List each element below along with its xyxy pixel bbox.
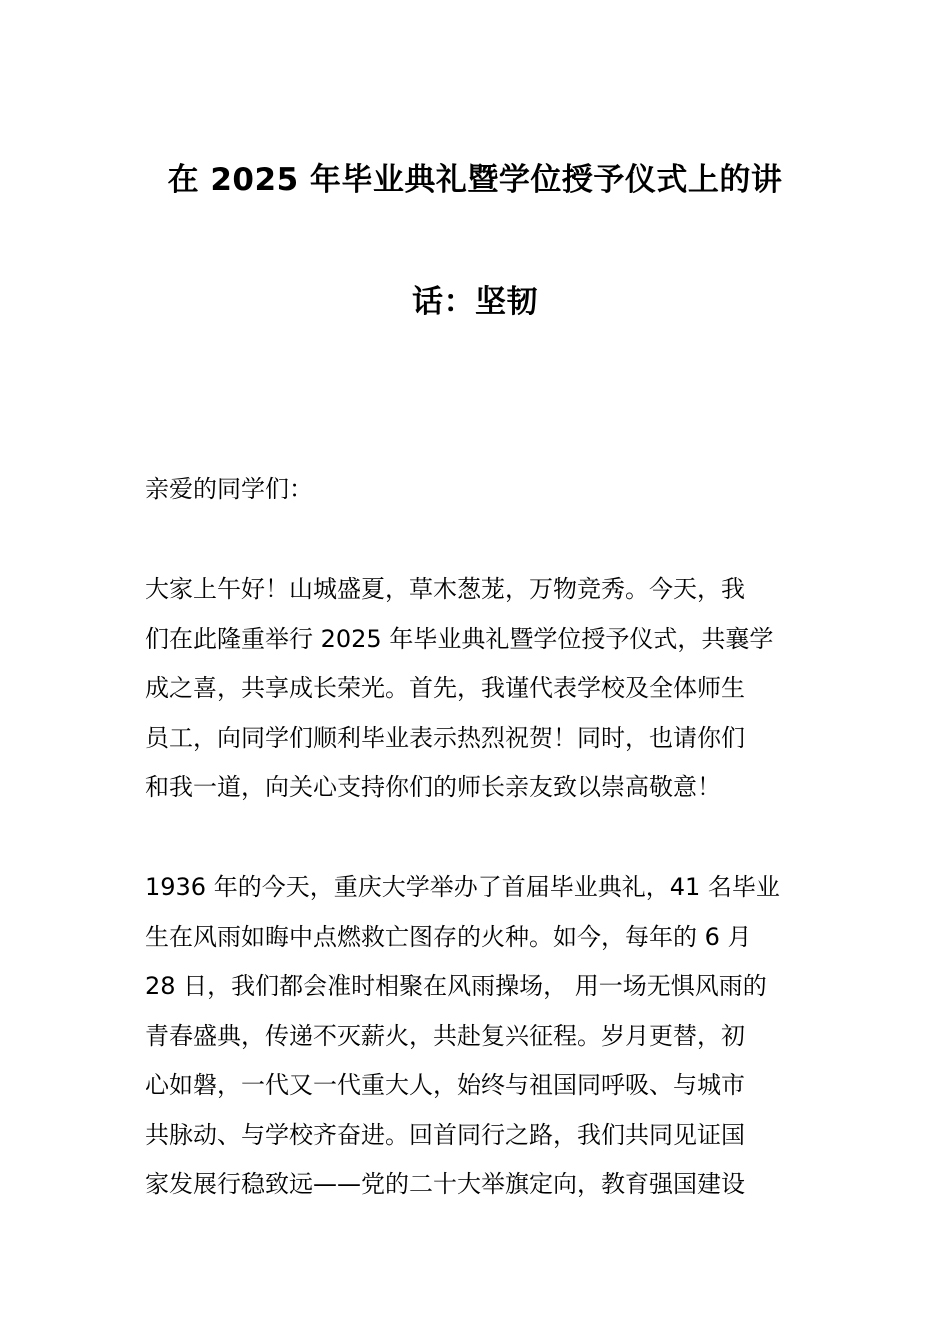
paragraph-line: 大家上午好！山城盛夏，草木葱茏，万物竞秀。今天，我 [145,575,745,603]
document-title-line-2: 话：坚韧 [412,284,538,320]
paragraph-line: 和我一道，向关心支持你们的师长亲友致以崇高敬意！ [145,773,721,801]
paragraph-line: 员工，向同学们顺利毕业表示热烈祝贺！同时，也请你们 [145,723,745,752]
paragraph-line: 青春盛典，传递不灭薪火，共赴复兴征程。岁月更替，初 [145,1021,745,1050]
paragraph-line: 1936 年的今天，重庆大学举办了首届毕业典礼，41 名毕业 [145,873,780,901]
paragraph-line: 们在此隆重举行 2025 年毕业典礼暨学位授予仪式，共襄学 [145,624,774,653]
paragraph-1 [145,565,810,813]
greeting [145,465,810,515]
paragraph-line: 成之喜，共享成长荣光。首先，我谨代表学校及全体师生 [145,674,745,702]
greeting-text: 亲爱的同学们： [145,475,313,503]
paragraph-line: 生在风雨如晦中点燃救亡图存的火种。如今，每年的 6 月 [145,922,752,951]
paragraph-line: 共脉动、与学校齐奋进。回首同行之路，我们共同见证国 [145,1120,745,1149]
paragraph-line: 家发展行稳致远——党的二十大举旗定向，教育强国建设 [145,1170,745,1198]
paragraph-2 [145,863,810,1210]
document-title-line-1: 在 2025 年毕业典礼暨学位授予仪式上的讲 [167,162,783,198]
paragraph-line: 28 日，我们都会准时相聚在风雨操场， 用一场无惧风雨的 [145,972,767,1000]
paragraph-line: 心如磐，一代又一代重大人，始终与祖国同呼吸、与城市 [145,1071,745,1099]
